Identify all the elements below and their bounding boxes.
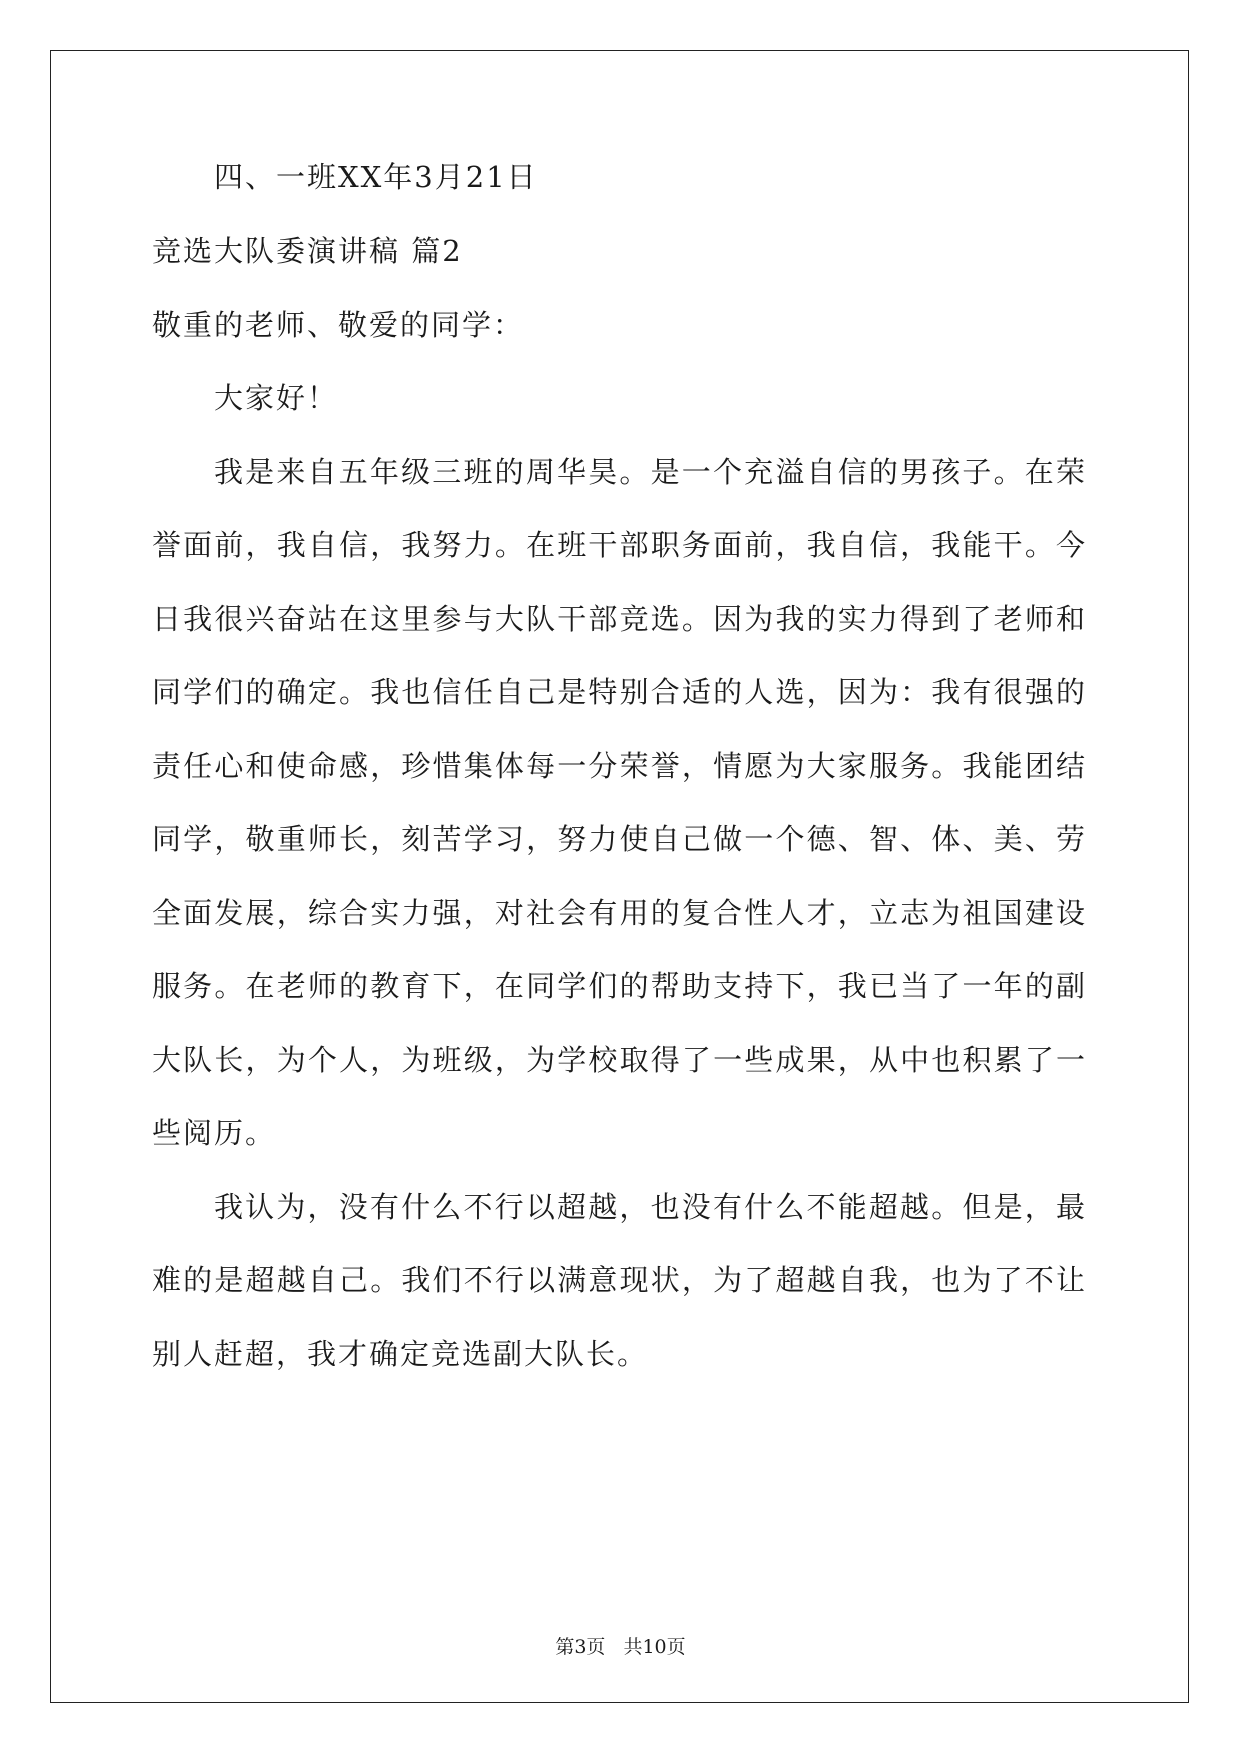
paragraph-line: 些阅历。	[152, 1116, 277, 1150]
paragraph-line: 我认为，没有什么不行以超越，也没有什么不能超越。但是，最	[214, 1190, 1087, 1224]
paragraph-line: 责任心和使命感，珍惜集体每一分荣誉，情愿为大家服务。我能团结	[152, 749, 1087, 783]
section-heading: 竞选大队委演讲稿 篇2	[152, 234, 463, 268]
paragraph-line: 同学，敬重师长，刻苦学习，努力使自己做一个德、智、体、美、劳	[152, 822, 1087, 856]
paragraph-line: 全面发展，综合实力强，对社会有用的复合性人才，立志为祖国建设	[152, 896, 1087, 930]
salutation: 敬重的老师、敬爱的同学：	[152, 308, 525, 342]
paragraph-line: 别人赶超，我才确定竞选副大队长。	[152, 1337, 649, 1371]
page-footer	[0, 1632, 1241, 1659]
date-line: 四、一班XX年3月21日	[214, 160, 538, 194]
paragraph-line: 我是来自五年级三班的周华昊。是一个充溢自信的男孩子。在荣	[214, 455, 1087, 489]
paragraph-line: 日我很兴奋站在这里参与大队干部竞选。因为我的实力得到了老师和	[152, 602, 1087, 636]
paragraph-line: 服务。在老师的教育下，在同学们的帮助支持下，我已当了一年的副	[152, 969, 1087, 1003]
paragraph-line: 誉面前，我自信，我努力。在班干部职务面前，我自信，我能干。今	[152, 528, 1087, 562]
page-total: 共10页	[623, 1636, 686, 1658]
paragraph-line: 同学们的确定。我也信任自己是特别合适的人选，因为：我有很强的	[152, 675, 1087, 709]
paragraph-line: 大队长，为个人，为班级，为学校取得了一些成果，从中也积累了一	[152, 1043, 1087, 1077]
page-number: 第3页	[555, 1636, 606, 1658]
page-border	[50, 50, 1189, 1703]
paragraph-line: 难的是超越自己。我们不行以满意现状，为了超越自我，也为了不让	[152, 1263, 1087, 1297]
greeting: 大家好！	[214, 381, 339, 415]
